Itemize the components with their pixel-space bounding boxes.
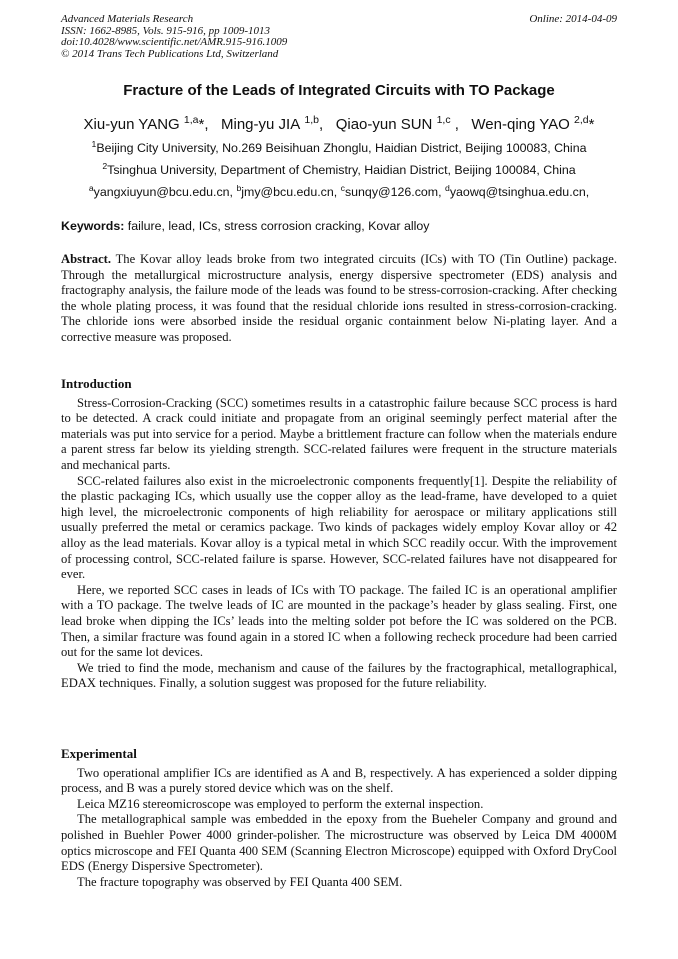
- paragraph: Leica MZ16 stereomicroscope was employed to perform the external inspection.: [77, 796, 484, 811]
- author-list: [0, 116, 678, 133]
- section-heading: Experimental: [61, 746, 137, 761]
- issn-line: ISSN: 1662-8985, Vols. 915-916, pp 1009-1013: [61, 24, 270, 37]
- author: Qiao-yun SUN $^{1,c}$ ,: [335, 114, 468, 133]
- abstract-text: The Kovar alloy leads broke from two integrated circuits (ICs) with TO (Tin Outline) package. Through the metallurgical microstructure analysis, energy dispersive spectrometer (EDS) analysis and fractography analysis, the failure mode of the leads was found to be stress-corrosion-cracking. After checking the whole plating process, it was found that the residual chloride ions resulted in stress-corrosion-cracking. The chloride ions were absorbed inside the residual organic containment below Ni-plating layer. And a corrective measure was proposed.: [61, 252, 621, 344]
- author: Ming-yu JIA $^{1,b}$,: [221, 114, 332, 133]
- paragraph: We tried to find the mode, mechanism and cause of the failures by the fractographical, metallographical, EDAX techniques. Finally, a solution suggest was proposed for the future reliability.: [61, 660, 617, 691]
- paragraph: The metallographical sample was embedded in the epoxy from the Bueheler Company and ground and polished in Buehler Power 4000 grinder-polisher. The microstructure was observed by Leica DM 4000M optics microscope and FEI Quanta 400 SEM (Scanning Electron Microscope) equipped with Oxford DryCool EDS (Energy Dispersive Spectrometer).: [61, 812, 617, 874]
- paragraph: Here, we reported SCC cases in leads of ICs with TO package. The failed IC is an operational amplifier with a TO package. The twelve leads of IC are mounted in the package’s header by glass sealing. First, one lead broke when dipping the ICs’ leads into the melting solder pot before the IC was soldered on the PCB. Then, a similar fracture was found again in a stored IC when a following recheck procedure had been carried out for the same lot devices.: [61, 582, 617, 660]
- paragraph: Two operational amplifier ICs are identified as A and B, respectively. A has experienced a solder dipping process, and B was a purely stored device which was on the shelf.: [61, 765, 617, 796]
- paragraph: Stress-Corrosion-Cracking (SCC) sometimes results in a catastrophic failure because SCC process is hard to be detected. A crack could initiate and propagate from an original seemingly perfect material after the materials was put into service for a period. Maybe a brittlement fracture can follow when the materials endure a parent stress far below its yielding strength. SCC-related failures were frequent in the structure materials and mechanical parts.: [61, 395, 617, 472]
- journal-header: [61, 14, 617, 60]
- affiliation-1: $^1$Beijing City University, No.269 Beisihuan Zhonglu, Haidian District, Beijing 100083, China: [91, 138, 587, 155]
- author: Xiu-yun YANG $^{1,a}$*,: [83, 114, 217, 133]
- copyright-line: © 2014 Trans Tech Publications Ltd, Switzerland: [61, 47, 279, 60]
- doi-line: doi:10.4028/www.scientific.net/AMR.915-916.1009: [61, 36, 288, 48]
- online-date: Online: 2014-04-09: [529, 13, 617, 25]
- abstract: [61, 252, 621, 346]
- experimental-section: [61, 746, 617, 890]
- journal-name: Advanced Materials Research: [61, 13, 194, 25]
- paper-title: Fracture of the Leads of Integrated Circuits with TO Package: [123, 82, 555, 99]
- paragraph: SCC-related failures also exist in the microelectronic components frequently[1]. Despite the reliability of the plastic packaging ICs, which usually use the copper alloy as the lead-frame, have developed to a quiet high level, the microelectronic components of high reliability for aerospace or military applications still usually preferred the metal or ceramics package. Two kinds of packages widely employ Kovar alloy or 42 alloy as the lead materials. Kovar alloy is a typical metal in which SCC readily occur. With the improvement of processing control, SCC-related failure is sparse. However, SCC-related failures have not disappeared for ever.: [61, 473, 617, 582]
- section-heading: Introduction: [61, 376, 132, 391]
- affiliation-2: $^2$Tsinghua University, Department of Chemistry, Haidian District, Beijing 100084, China: [102, 160, 576, 177]
- abstract-label: Abstract.: [61, 252, 112, 266]
- author: Wen-qing YAO $^{2,d}$*: [471, 114, 595, 133]
- paragraph: The fracture topography was observed by FEI Quanta 400 SEM.: [77, 874, 403, 889]
- introduction-section: [61, 376, 617, 692]
- email-line: $^a$yangxiuyun@bcu.edu.cn, $^b$jmy@bcu.edu.cn, $^c$sunqy@126.com, $^d$yaowq@tsinghua.edu.cn,: [88, 182, 590, 199]
- keywords: Keywords: failure, lead, ICs, stress corrosion cracking, Kovar alloy: [61, 219, 430, 233]
